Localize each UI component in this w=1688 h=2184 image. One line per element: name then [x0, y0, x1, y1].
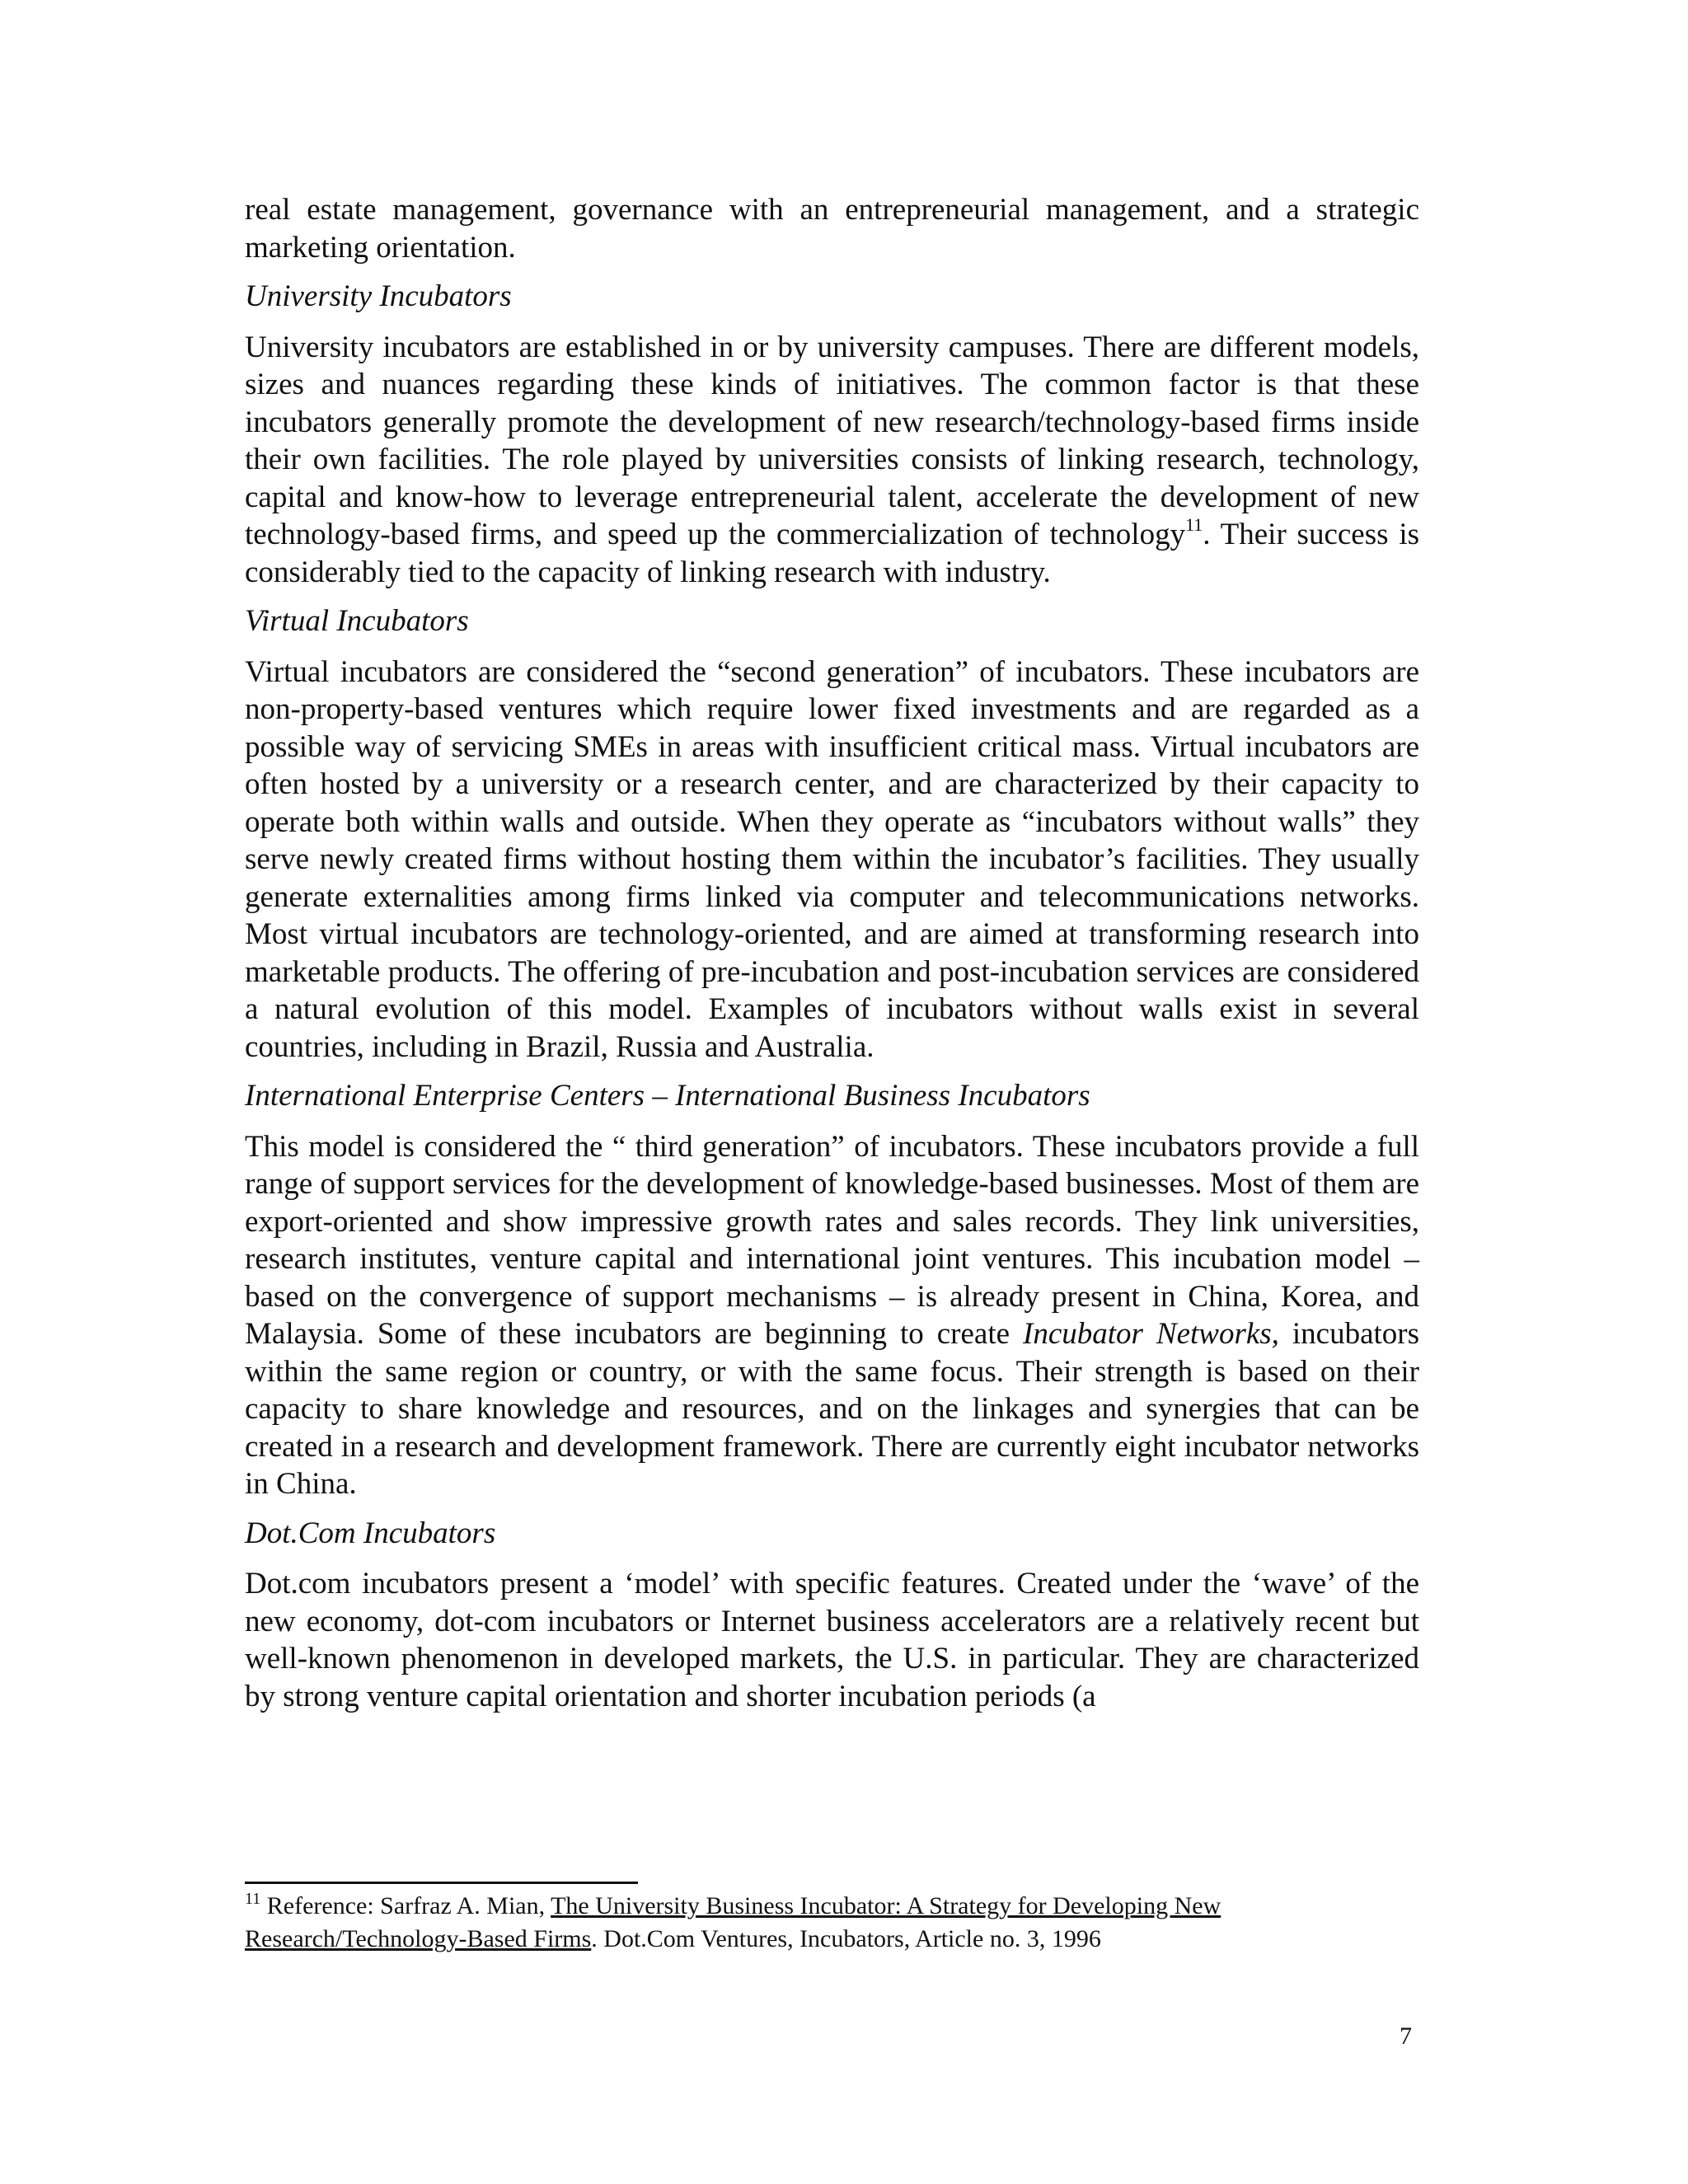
page-body	[245, 191, 1419, 1715]
paragraph-university-incubators	[245, 329, 1419, 592]
heading-dotcom-incubators: Dot.Com Incubators	[245, 1516, 496, 1550]
international-text-part-b: incubators within the same region or country, or with the same focus. Their strength is based on their capacity to share knowledge and resources, and on the linkages and synergies that can be created in a research and development framework. There are currently eight incubator networks in China.	[245, 1317, 1420, 1501]
footnote-mark: 11	[245, 1890, 261, 1908]
footnote-11	[245, 1890, 1419, 1956]
paragraph-international-incubators	[245, 1128, 1419, 1503]
university-text-part-a: University incubators are established in or by university campuses. There are different models, sizes and nuances regarding these kinds of initiatives. The common factor is that these incubators generally promote the development of new research/technology-based firms inside their own facilities. The role played by universities consists of linking research, technology, capital and know-how to leverage entrepreneurial talent, accelerate the development of new technology-based firms, and speed up the commercialization of technology	[245, 330, 1419, 551]
paragraph-virtual-incubators: Virtual incubators are considered the “second generation” of incubators. These incubators are non-property-based ventures which require lower fixed investments and are regarded as a possible way of servicing SMEs in areas with insufficient critical mass. Virtual incubators are often hosted by a university or a research center, and are characterized by their capacity to operate both within walls and outside. When they operate as “incubators without walls” they serve newly created firms without hosting them within the incubator’s facilities. They usually generate externalities among firms linked via computer and telecommunications networks. Most virtual incubators are technology-oriented, and are aimed at transforming research into marketable products. The offering of pre-incubation and post-incubation services are considered a natural evolution of this model. Examples of incubators without walls exist in several countries, including in Brazil, Russia and Australia.	[245, 654, 1419, 1064]
footnote-citation-title: The University Business Incubator: A Strategy for Developing New Research/Technology-Based Firms	[245, 1892, 1221, 1952]
footnote-suffix: . Dot.Com Ventures, Incubators, Article no. 3, 1996	[591, 1925, 1101, 1952]
international-text-part-a: This model is considered the “ third generation” of incubators. These incubators provide a full range of support services for the development of knowledge-based businesses. Most of them are export-oriented and show impressive growth rates and sales records. They link universities, research institutes, venture capital and international joint ventures. This incubation model – based on the convergence of support mechanisms – is already present in China, Korea, and Malaysia. Some of these incubators are beginning to create	[245, 1129, 1419, 1351]
heading-university-incubators: University Incubators	[245, 279, 512, 313]
page-number: 7	[1400, 2022, 1412, 2050]
university-text-part-b: . Their success is considerably tied to the capacity of linking research with industry.	[245, 518, 1419, 589]
footnote-reference-11[interactable]: 11	[1185, 514, 1203, 535]
heading-virtual-incubators: Virtual Incubators	[245, 604, 469, 638]
paragraph-dotcom-incubators: Dot.com incubators present a ‘model’ with specific features. Created under the ‘wave’ of the new economy, dot-com incubators or Internet business accelerators are a relatively recent but well-known phenomenon in developed markets, the U.S. in particular. They are characterized by strong venture capital orientation and shorter incubation periods (a	[245, 1567, 1419, 1713]
heading-international-incubators: International Enterprise Centers – International Business Incubators	[245, 1079, 1090, 1113]
footnote-separator	[245, 1882, 638, 1884]
footnote-prefix: Reference: Sarfraz A. Mian,	[260, 1892, 551, 1919]
intro-paragraph: real estate management, governance with an entrepreneurial management, and a strategic marketing orientation.	[245, 193, 1419, 265]
incubator-networks-term: Incubator Networks,	[1023, 1317, 1279, 1351]
